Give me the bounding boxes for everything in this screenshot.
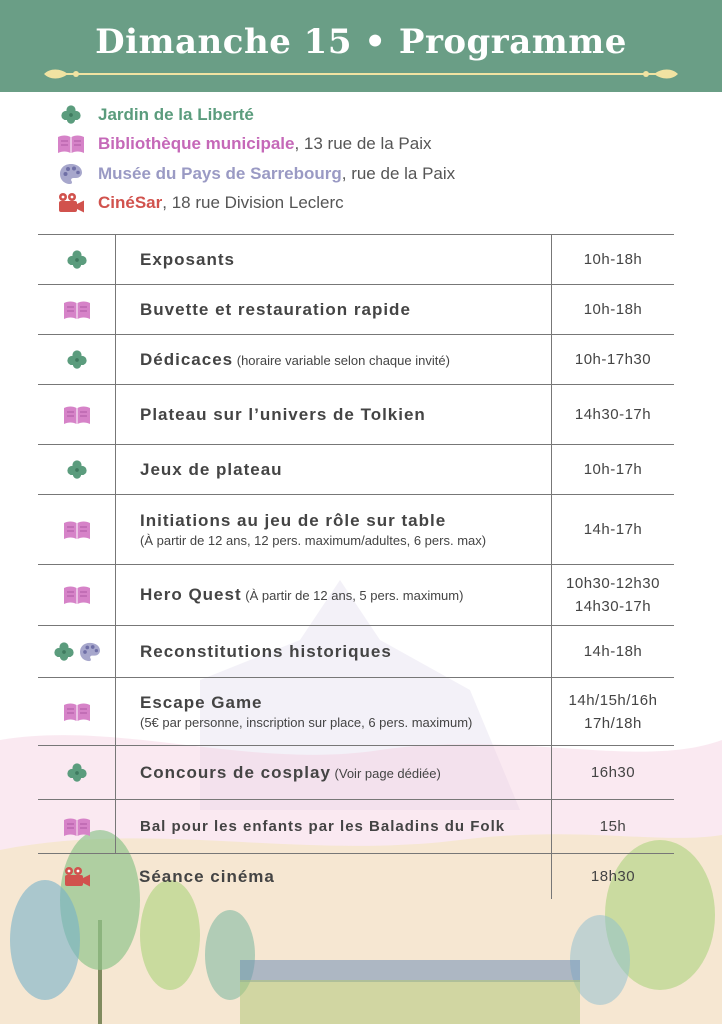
clover-icon (66, 349, 88, 371)
page-title: Dimanche 15 • Programme (95, 22, 627, 62)
event-cell (116, 800, 552, 853)
event-title: Reconstitutions historiques (140, 641, 392, 661)
event-cell (116, 495, 552, 564)
time-cell (552, 285, 674, 334)
time-cell (552, 565, 674, 625)
event-time: 10h30-12h30 (566, 575, 660, 592)
event-cell (116, 678, 552, 745)
event-title: Exposants (140, 249, 235, 269)
book-icon (63, 405, 91, 425)
legend-name: Bibliothèque municipale (98, 134, 295, 154)
event-cell (115, 854, 552, 899)
table-row (38, 285, 674, 335)
table-row (38, 800, 674, 854)
row-venue-icons (38, 335, 116, 384)
event-cell (116, 235, 552, 284)
time-cell (552, 746, 674, 799)
clover-icon (56, 103, 86, 127)
row-venue-icons (38, 626, 116, 677)
legend-detail: , 13 rue de la Paix (294, 134, 432, 154)
event-cell (116, 565, 552, 625)
event-time: 14h/15h/16h (568, 691, 658, 709)
event-cell (116, 746, 552, 799)
event-time: 15h (599, 818, 627, 835)
event-time: 14h-18h (583, 643, 643, 660)
event-title: Escape Game (140, 693, 263, 712)
book-icon (63, 300, 91, 320)
legend-detail: , rue de la Paix (341, 163, 456, 183)
event-time: 17h/18h (584, 714, 642, 732)
event-subtitle: (À partir de 12 ans, 12 pers. maximum/adultes, 6 pers. max) (140, 533, 487, 548)
clover-icon (66, 762, 88, 784)
event-time: 10h-18h (583, 301, 643, 318)
row-venue-icons (38, 746, 116, 799)
venue-legend (56, 100, 696, 218)
event-title: Jeux de plateau (140, 459, 283, 479)
row-venue-icons (38, 854, 115, 899)
event-cell (116, 385, 552, 444)
event-cell (116, 626, 552, 677)
time-cell (552, 445, 674, 494)
legend-item-bibliotheque (56, 130, 696, 160)
program-table (38, 234, 674, 899)
header-banner (0, 0, 722, 92)
row-venue-icons (38, 445, 116, 494)
row-venue-icons (38, 565, 116, 625)
event-title: Hero Quest (140, 585, 242, 604)
event-cell (116, 285, 552, 334)
event-cell (116, 335, 552, 384)
event-time: 18h30 (590, 868, 636, 885)
legend-item-jardin (56, 100, 696, 130)
event-cell (116, 445, 552, 494)
ornament-divider (42, 67, 680, 81)
camera-icon (56, 191, 86, 215)
event-subtitle: (5€ par personne, inscription sur place, 6 pers. maximum) (140, 715, 473, 730)
camera-icon (63, 866, 91, 888)
row-venue-icons (38, 800, 116, 853)
time-cell (552, 385, 674, 444)
time-cell (552, 800, 674, 853)
event-time: 14h30-17h (574, 598, 652, 615)
book-icon (63, 585, 91, 605)
time-cell (552, 854, 674, 899)
event-title: Plateau sur l’univers de Tolkien (140, 404, 426, 424)
event-time: 14h-17h (583, 521, 643, 538)
book-icon (63, 817, 91, 837)
book-icon (63, 702, 91, 722)
table-row (38, 746, 674, 800)
table-row (38, 854, 674, 899)
event-title: Concours de cosplay (140, 762, 331, 782)
event-title: Dédicaces (140, 349, 234, 369)
book-icon (63, 520, 91, 540)
time-cell (552, 626, 674, 677)
palette-icon (79, 642, 101, 662)
table-row (38, 565, 674, 626)
event-title: Séance cinéma (139, 866, 275, 886)
event-time: 10h-17h (583, 461, 643, 478)
legend-name: Jardin de la Liberté (98, 104, 254, 124)
clover-icon (53, 641, 75, 663)
row-venue-icons (38, 235, 116, 284)
event-title: Bal pour les enfants par les Baladins du Folk (140, 818, 506, 835)
row-venue-icons (38, 285, 116, 334)
legend-item-cinesar (56, 189, 696, 219)
legend-name: CinéSar (98, 193, 163, 213)
row-venue-icons (38, 495, 116, 564)
event-time: 14h30-17h (574, 406, 652, 423)
event-title: Initiations au jeu de rôle sur table (140, 511, 447, 530)
table-row (38, 495, 674, 565)
time-cell (552, 495, 674, 564)
row-venue-icons (38, 385, 116, 444)
time-cell (552, 678, 674, 745)
event-note: (À partir de 12 ans, 5 pers. maximum) (241, 588, 464, 603)
legend-detail: , 18 rue Division Leclerc (162, 193, 344, 213)
legend-item-musee (56, 159, 696, 189)
event-title: Buvette et restauration rapide (140, 299, 411, 319)
table-row (38, 335, 674, 385)
palette-icon (56, 162, 86, 186)
book-icon (56, 132, 86, 156)
clover-icon (66, 459, 88, 481)
clover-icon (66, 249, 88, 271)
event-note: (horaire variable selon chaque invité) (233, 352, 450, 368)
table-row (38, 678, 674, 746)
event-time: 10h-17h30 (574, 351, 652, 368)
time-cell (552, 235, 674, 284)
table-row (38, 626, 674, 678)
event-time: 10h-18h (583, 251, 643, 268)
event-time: 16h30 (590, 764, 636, 781)
table-row (38, 445, 674, 495)
event-note: (Voir page dédiée) (330, 765, 441, 781)
table-row (38, 234, 674, 285)
legend-name: Musée du Pays de Sarrebourg (98, 163, 342, 183)
time-cell (552, 335, 674, 384)
table-row (38, 385, 674, 445)
row-venue-icons (38, 678, 116, 745)
